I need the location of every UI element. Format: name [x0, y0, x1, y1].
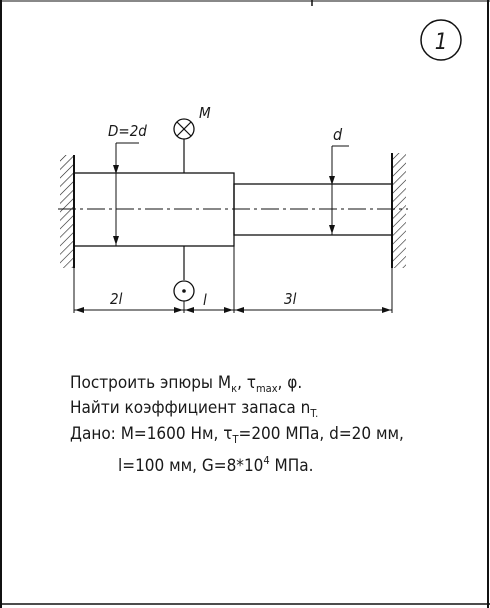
dim-label-mid: l: [203, 291, 207, 309]
diameter-large-arrow-bottom: [113, 236, 119, 245]
diameter-large-label: D=2d: [108, 122, 147, 140]
dim-arrow-mid-end: [224, 307, 233, 313]
task-line-2: Найти коэффициент запаса $n_{T.}$: [70, 398, 319, 420]
task-line-4: l=100 мм, $G=8*10^4$ МПа.: [118, 454, 314, 476]
dim-arrow-left-end: [174, 307, 183, 313]
dim-label-right: 3l: [284, 290, 297, 308]
right-wall-hatch: [393, 153, 406, 268]
diameter-small-label: d: [333, 125, 343, 144]
task-line-3: Дано: M=1600 Нм, $\tau_T=200$ МПа, d=20 мм,: [70, 424, 404, 446]
task-line-1: Построить эпюры $M_к$, $\tau_{max}$, φ.: [70, 373, 303, 395]
moment-out-dot: [182, 289, 186, 293]
diameter-small-arrow-bottom: [329, 225, 335, 234]
dim-arrow-right-start: [235, 307, 244, 313]
dim-arrow-mid-start: [185, 307, 194, 313]
left-wall-hatch: [60, 155, 73, 268]
dim-arrow-left-start: [75, 307, 84, 313]
moment-label: M: [199, 104, 211, 122]
sheet-number: 1: [434, 30, 448, 55]
dim-arrow-right-end: [382, 307, 391, 313]
dim-label-left: 2l: [110, 290, 123, 308]
